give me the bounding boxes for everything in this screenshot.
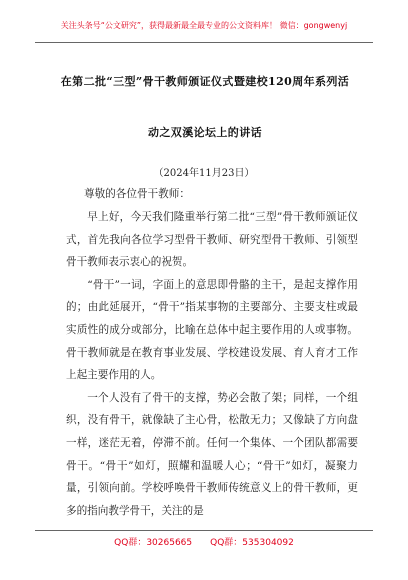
body-paragraph: “骨干”一词，字面上的意思即骨骼的主干，是起支撑作用的；由此延展开，“骨干”指某事物的主要部分、主要支柱或最实质性的成分或部分，比喻在总体中起主要作用的人或事物。骨干教师就是在教育事业发展、学校建设发展、育人育才工作上起主要作用的人。 [66,278,358,382]
document-title-line-1: 在第二批“三型”骨干教师颁证仪式暨建校120周年系列活 [60,75,350,88]
footer-contact [0,535,408,548]
header-divider [35,42,373,43]
footer-divider [35,530,373,531]
body-paragraph: 早上好，今天我们隆重举行第二批“三型”骨干教师颁证仪式，首先我向各位学习型骨干教师、研究型骨干教师、引领型骨干教师表示衷心的祝贺。 [66,211,358,269]
footer-qq-group-2: QQ群：535304092 [210,538,294,548]
document-title-line-2: 动之双溪论坛上的讲话 [148,126,262,139]
footer-qq-group-1: QQ群：30265665 [114,538,193,548]
header-banner: 关注头条号“公文研究”，获得最新最全最专业的公文资料库！ 微信：gongwenyj [60,21,348,30]
salutation: 尊敬的各位骨干教师： [84,188,190,200]
document-date: （2024年11月23日） [153,168,255,179]
document-body [66,206,358,522]
body-paragraph: 一个人没有了骨干的支撑，势必会散了架；同样，一个组织，没有骨干，就像缺了主心骨，松散无力；又像缺了方向盘一样，迷茫无着，停滞不前。任何一个集体、一个团队都需要骨干。“骨干”如灯，照耀和温暖人心；“骨干”如灯，凝聚力量，引领向前。学校呼唤骨干教师传统意义上的骨干教师，更多的指向教学骨干，关注的是 [66,391,358,517]
